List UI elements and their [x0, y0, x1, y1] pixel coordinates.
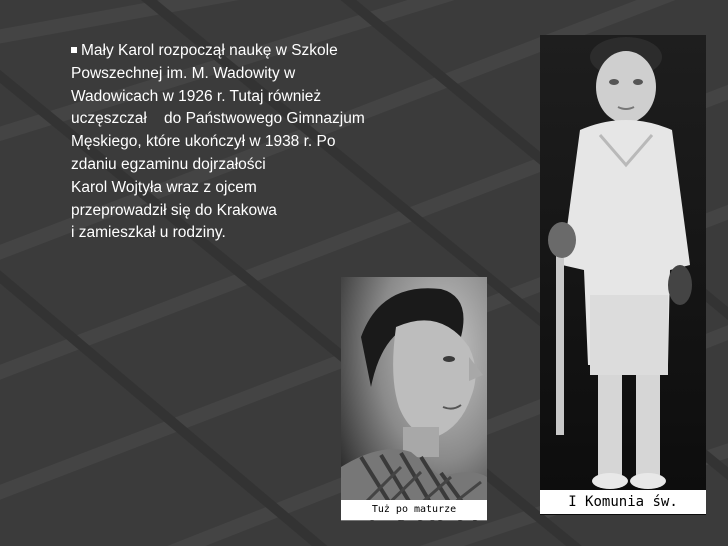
text-line: Powszechnej im. M. Wadowity w [71, 64, 296, 82]
body-text [71, 40, 431, 245]
first-communion-caption: I Komunia św. [540, 490, 706, 514]
after-matura-photo [341, 277, 487, 521]
text-line: Męskiego, które ukończył w 1938 r. Po [71, 133, 336, 151]
after-matura-caption: Tuż po maturze [341, 500, 487, 520]
bullet-icon [71, 47, 77, 53]
first-communion-photo [540, 35, 706, 515]
text-line: i zamieszkał u rodziny. [71, 224, 226, 242]
text-line: Mały Karol rozpoczął naukę w Szkole [71, 40, 431, 63]
text-line: przeprowadził się do Krakowa [71, 201, 277, 219]
text-line: Karol Wojtyła wraz z ojcem [71, 178, 257, 196]
text-line: uczęszczał do Państwowego Gimnazjum [71, 110, 365, 128]
text-line: zdaniu egzaminu dojrzałości [71, 155, 266, 173]
text-line: Wadowicach w 1926 r. Tutaj również [71, 87, 322, 105]
